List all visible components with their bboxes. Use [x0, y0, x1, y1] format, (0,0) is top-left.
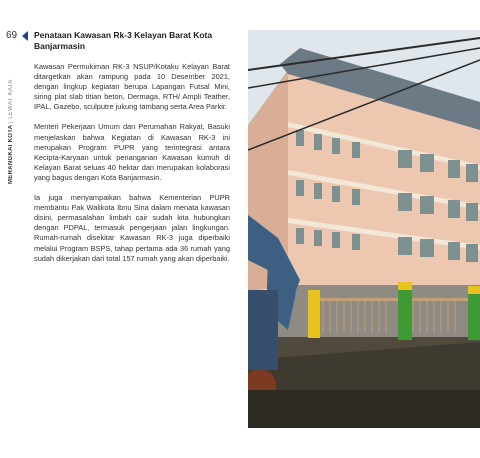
side-label-subtitle: LEWAT KATA	[8, 79, 14, 119]
article-paragraph-3: Ia juga menyampaikan bahwa Kementerian PUPR membantu Pak Walikota Ibnu Sina dalam menata kawasan disini, permasalahan limbah cair sudah kita hubungkan dengan PDPAL, termasuk pengerjaan jalan lingkungan. Rumah-rumah disekitar Kawasan RK-3 juga diperbaiki melalui Program BSPS, tahap pertama ada 36 rumah yang sudah dikerjakan dari total 157 rumah yang akan diperbaiki.	[34, 193, 230, 263]
page-number: 69	[6, 30, 18, 41]
side-label-separator: |	[8, 120, 14, 123]
article-title: Penataan Kawasan Rk-3 Kelayan Barat Kota Banjarmasin	[34, 30, 213, 51]
construction-photo	[248, 30, 480, 428]
side-section-label	[5, 44, 17, 184]
side-label-section: MERANGKAI KOTA	[8, 124, 14, 184]
page-marker-icon	[22, 31, 28, 41]
article-paragraph-2: Menteri Pekerjaan Umum dan Perumahan Rakyat, Basuki menjelaskan bahwa Kegiatan di Kawasan RK-3 ini merupakan Program PUPR yang terintegrasi antara Kecipta-Karyaan untuk penanganan Kawasan kumuh di Kelayan Barat seluas 40 hektar dan merupakan kolaborasi yang bagus dengan Kota Banjarmasin.	[34, 122, 230, 182]
article	[34, 30, 230, 274]
article-paragraph-1: Kawasan Permukiman RK-3 NSUP/Kotaku Kelayan Barat ditargetkan akan rampung pada 10 Desember 2021, dengan lingkup kegiatan berupa Lapangan Futsal Mini, siring plat slab titian beton, Dermaga, RTH/ Ampli Teather, IPAL, Gazebo, sculputre jukung tambang serta Area Parkir.	[34, 62, 230, 112]
